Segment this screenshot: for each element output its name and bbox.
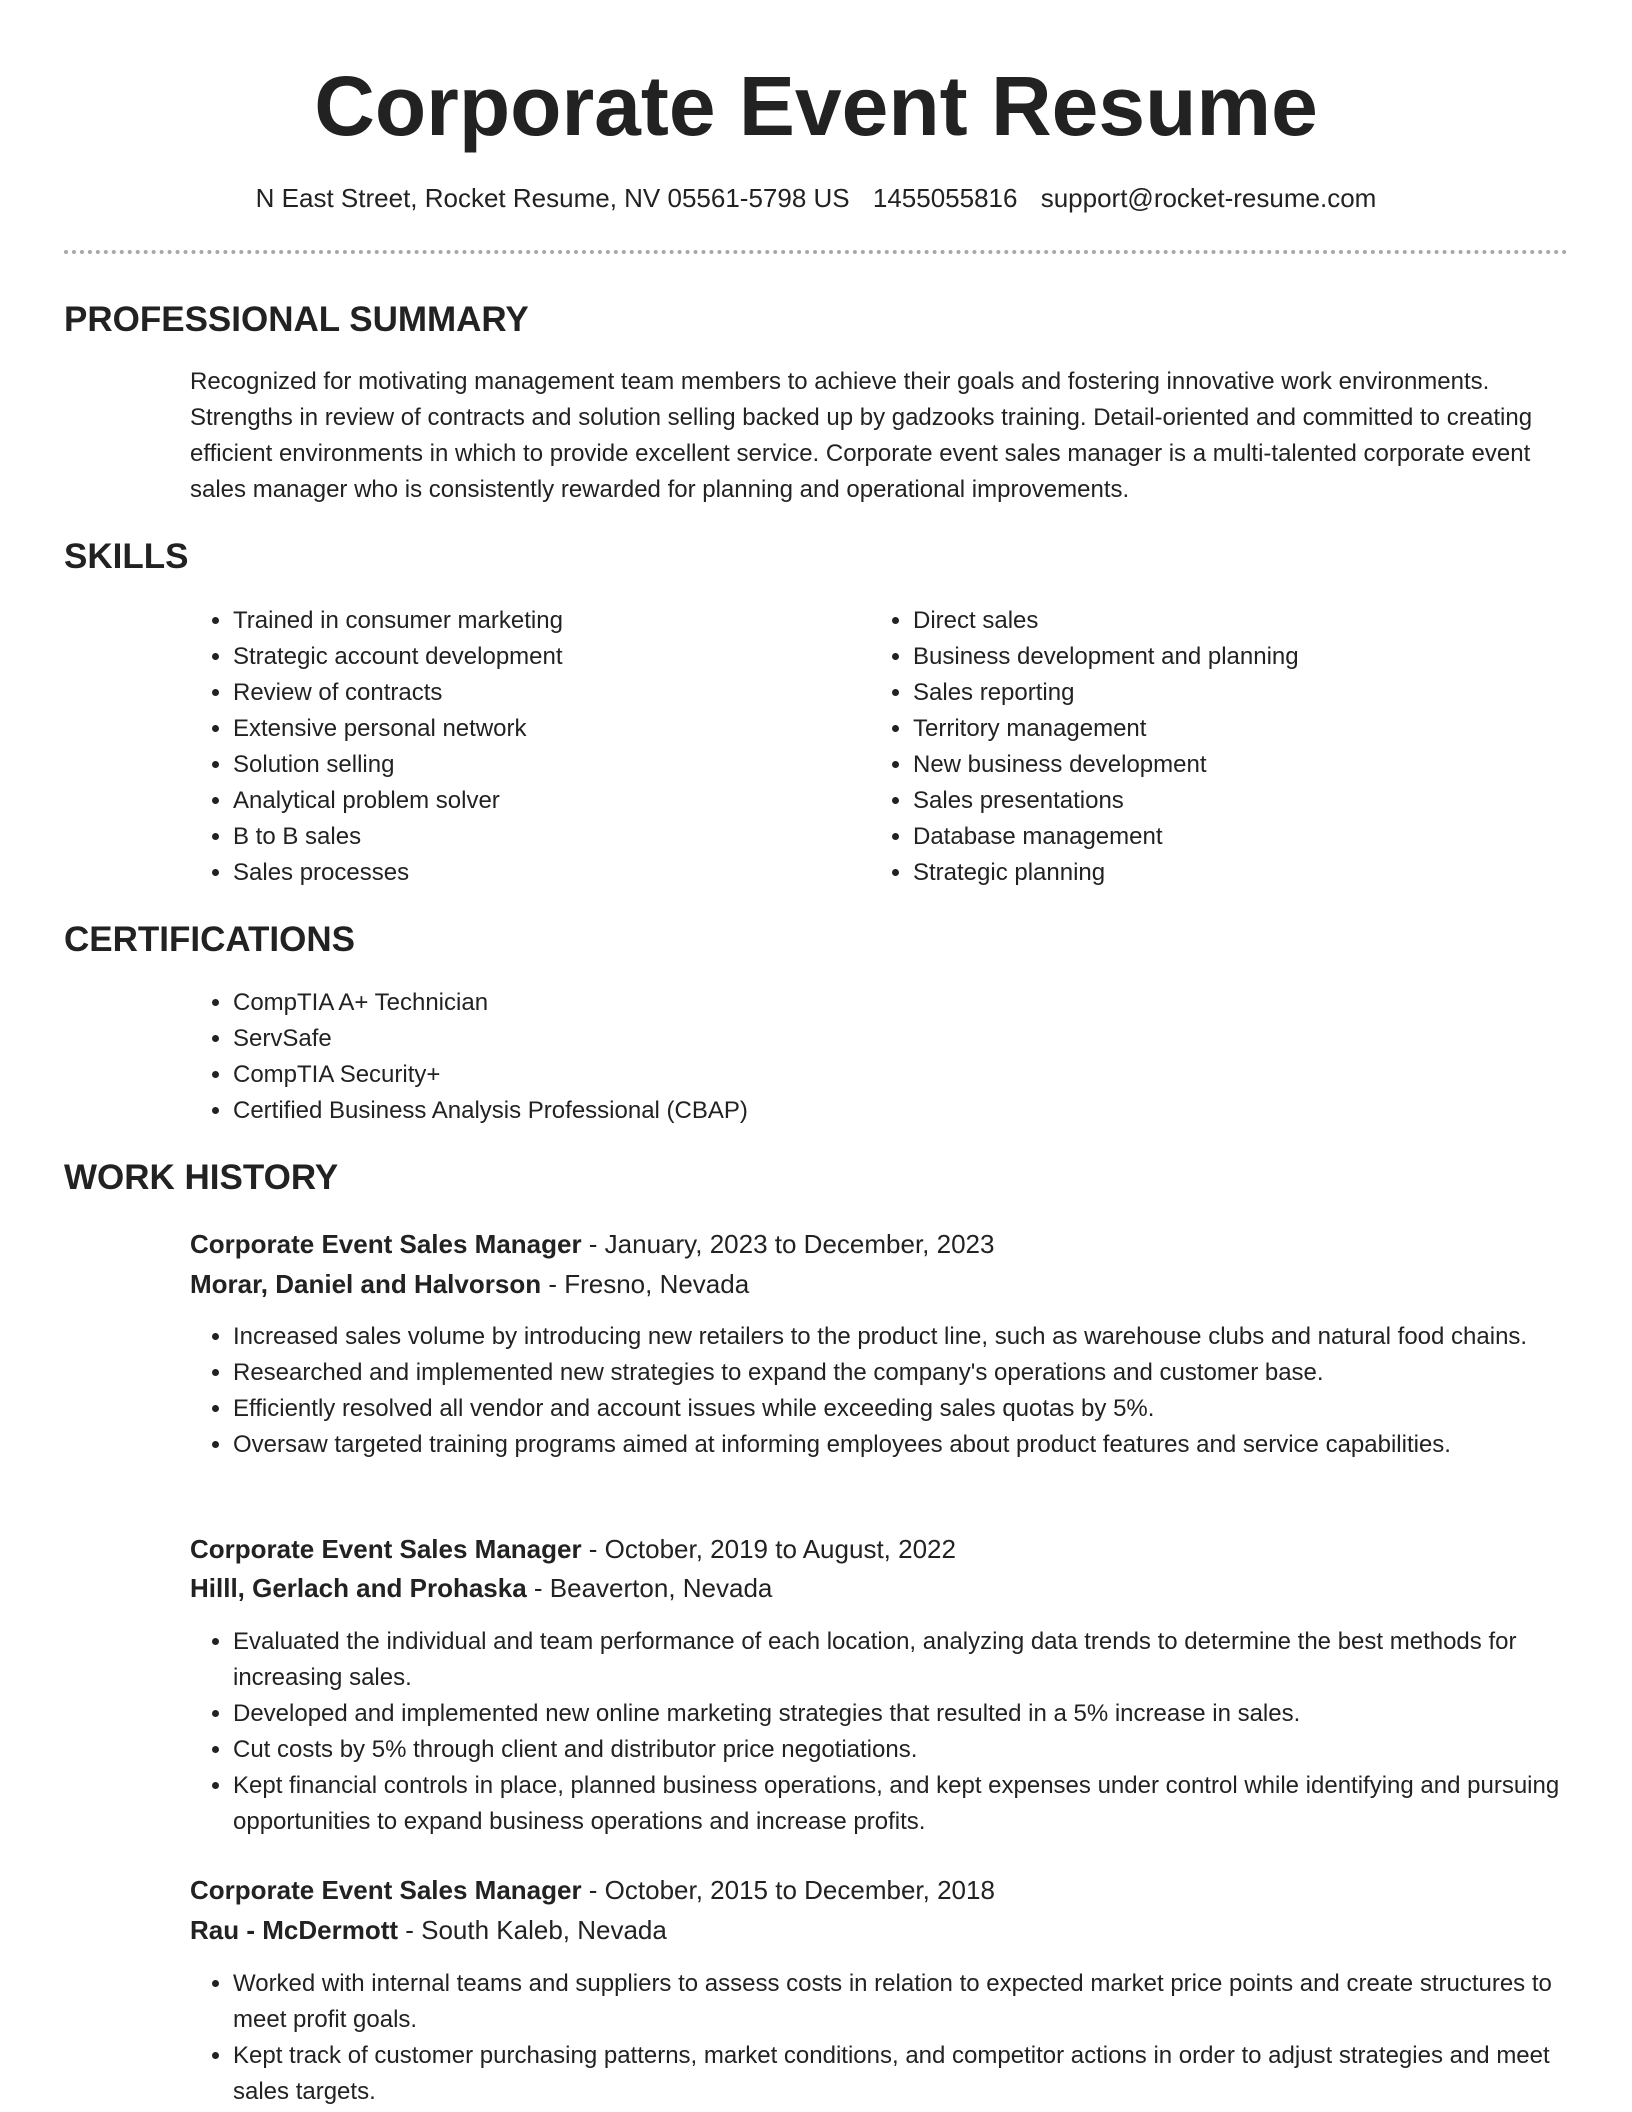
skill-item: • B to B sales <box>233 819 853 855</box>
job-company: Morar, Daniel and Halvorson <box>190 1269 542 1299</box>
certification-item: • CompTIA A+ Technician <box>233 985 1233 1021</box>
job-title-line <box>190 1871 1570 1909</box>
certification-item: • ServSafe <box>233 1021 1233 1057</box>
skill-item: • Sales reporting <box>913 675 1563 711</box>
skill-item: • Sales processes <box>233 855 853 891</box>
job-role: Corporate Event Sales Manager <box>190 1229 582 1259</box>
job-dates: - January, 2023 to December, 2023 <box>581 1229 995 1259</box>
skill-item: • New business development <box>913 747 1563 783</box>
job-dates: - October, 2015 to December, 2018 <box>581 1875 995 1905</box>
skill-item: • Extensive personal network <box>233 711 853 747</box>
contact-line <box>0 180 1632 216</box>
job-bullet: • Kept financial controls in place, planned business operations, and kept expenses under control while identifying and pursuing opportunities to expand business operations and increase profits. <box>233 1768 1570 1840</box>
job-company-line <box>190 1569 1570 1607</box>
skill-item: • Strategic account development <box>233 639 853 675</box>
job-company: Hilll, Gerlach and Prohaska <box>190 1573 527 1603</box>
certifications-list <box>190 985 1233 1129</box>
job-title-line <box>190 1530 1570 1568</box>
certifications-heading: CERTIFICATIONS <box>64 920 356 959</box>
job-bullet: • Cut costs by 5% through client and distributor price negotiations. <box>233 1732 1570 1768</box>
skill-item: • Strategic planning <box>913 855 1563 891</box>
job-bullet: • Oversaw targeted training programs aimed at informing employees about product features and service capabilities. <box>233 1427 1570 1463</box>
skill-item: • Business development and planning <box>913 639 1563 675</box>
summary-text: Recognized for motivating management team members to achieve their goals and fostering innovative work environments. Strengths in review of contracts and solution selling backed up by gadzooks training. Detail-oriented and committed to creating efficient environments in which to provide excellent service. Corporate event sales manager is a multi-talented corporate event sales manager who is consistently rewarded for planning and operational improvements. <box>190 368 1533 503</box>
certification-item: • Certified Business Analysis Professional (CBAP) <box>233 1093 1233 1129</box>
skill-item: • Analytical problem solver <box>233 783 853 819</box>
skills-list-left <box>190 603 853 891</box>
header-divider <box>64 250 1568 254</box>
job-bullets <box>190 1966 1570 2110</box>
skill-item: • Direct sales <box>913 603 1563 639</box>
job-role: Corporate Event Sales Manager <box>190 1534 582 1564</box>
job-bullet: • Evaluated the individual and team performance of each location, analyzing data trends to determine the best methods for increasing sales. <box>233 1624 1570 1696</box>
job-title-line <box>190 1225 1570 1263</box>
job-bullet: • Researched and implemented new strategies to expand the company's operations and customer base. <box>233 1355 1570 1391</box>
job-company-line <box>190 1911 1570 1949</box>
job-dates: - October, 2019 to August, 2022 <box>581 1534 956 1564</box>
skill-item: • Solution selling <box>233 747 853 783</box>
contact-email: support@rocket-resume.com <box>1040 183 1377 213</box>
work-history-heading: WORK HISTORY <box>64 1158 339 1197</box>
job-bullet: • Worked with internal teams and suppliers to assess costs in relation to expected market price points and create structures to meet profit goals. <box>233 1966 1570 2038</box>
contact-phone: 1455055816 <box>872 183 1018 213</box>
skills-list-right <box>870 603 1563 891</box>
job-bullet: • Developed and implemented new online marketing strategies that resulted in a 5% increase in sales. <box>233 1696 1570 1732</box>
skill-item: • Review of contracts <box>233 675 853 711</box>
skill-item: • Territory management <box>913 711 1563 747</box>
job-location: - Beaverton, Nevada <box>526 1573 773 1603</box>
skill-item: • Sales presentations <box>913 783 1563 819</box>
job-company: Rau - McDermott <box>190 1915 399 1945</box>
job-company-line <box>190 1265 1570 1303</box>
skill-item: • Database management <box>913 819 1563 855</box>
summary-heading: PROFESSIONAL SUMMARY <box>64 300 529 339</box>
job-bullets <box>190 1624 1570 1840</box>
job-bullets <box>190 1319 1570 1463</box>
job-bullet: • Kept track of customer purchasing patterns, market conditions, and competitor actions in order to adjust strategies and meet sales targets. <box>233 2038 1570 2110</box>
job-bullet: • Efficiently resolved all vendor and account issues while exceeding sales quotas by 5%. <box>233 1391 1570 1427</box>
job-role: Corporate Event Sales Manager <box>190 1875 582 1905</box>
skills-heading: SKILLS <box>64 537 189 576</box>
job-location: - Fresno, Nevada <box>541 1269 750 1299</box>
certification-item: • CompTIA Security+ <box>233 1057 1233 1093</box>
resume-name: Corporate Event Resume <box>314 59 1318 153</box>
job-bullet: • Increased sales volume by introducing new retailers to the product line, such as warehouse clubs and natural food chains. <box>233 1319 1570 1355</box>
contact-address: N East Street, Rocket Resume, NV 05561-5798 US <box>255 183 850 213</box>
job-location: - South Kaleb, Nevada <box>398 1915 667 1945</box>
skill-item: • Trained in consumer marketing <box>233 603 853 639</box>
